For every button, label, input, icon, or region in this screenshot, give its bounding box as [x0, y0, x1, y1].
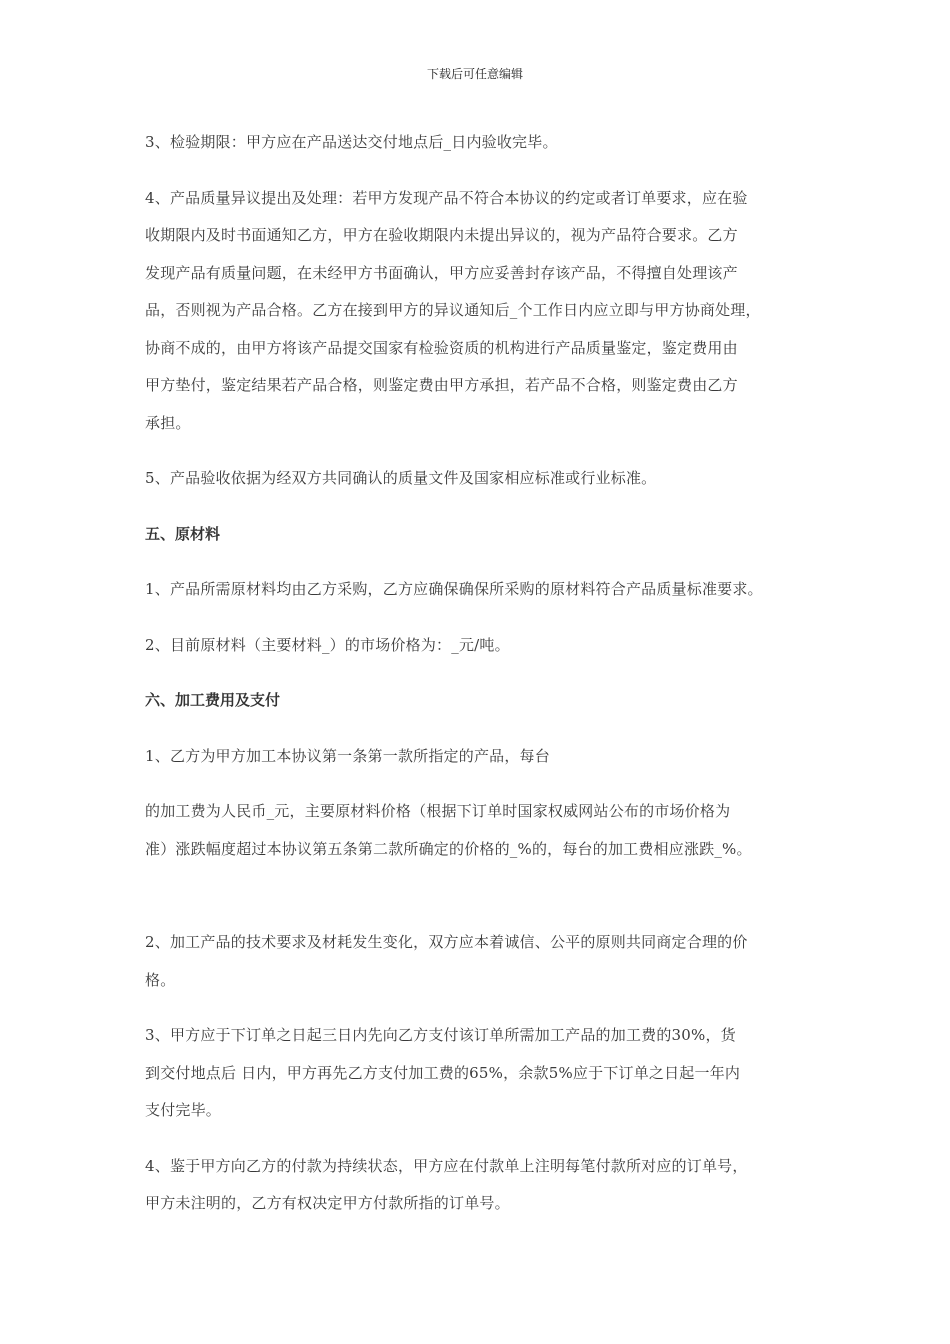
text-line: 发现产品有质量问题，在未经甲方书面确认，甲方应妥善封存该产品，不得擅自处理该产: [145, 263, 738, 282]
text-line: 甲方垫付，鉴定结果若产品合格，则鉴定费由甲方承担，若产品不合格，则鉴定费由乙方: [145, 376, 738, 394]
text-line: 准）涨跌幅度超过本协议第五条第二款所确定的价格的_%的，每台的加工费相应涨跌_%。: [145, 839, 752, 858]
paragraph-fee-details: [145, 793, 825, 868]
text-line: 甲方未注明的，乙方有权决定甲方付款所指的订单号。: [145, 1194, 510, 1212]
text-line: 协商不成的，由甲方将该产品提交国家有检验资质的机构进行产品质量鉴定，鉴定费用由: [145, 338, 738, 357]
section-heading-processing-fees: 六、加工费用及支付: [145, 691, 281, 709]
text-line: 承担。: [145, 413, 191, 432]
paragraph-raw-materials-price: [145, 627, 825, 665]
text-line: 2、加工产品的技术要求及材耗发生变化，双方应本着诚信、公平的原则共同商定合理的价: [145, 933, 748, 951]
text-line: 格。: [145, 970, 176, 989]
text-line: 1、乙方为甲方加工本协议第一条第一款所指定的产品，每台: [145, 746, 550, 765]
paragraph-payment-schedule: [145, 1017, 825, 1130]
text-line: 到交付地点后 日内，甲方再先乙方支付加工费的65%，余款5%应于下订单之日起一年内: [145, 1063, 741, 1082]
paragraph-inspection-period: [145, 124, 825, 162]
paragraph-quality-objection: [145, 180, 825, 443]
paragraph-acceptance-basis: [145, 460, 825, 498]
text-line: 4、鉴于甲方向乙方的付款为持续状态，甲方应在付款单上注明每笔付款所对应的订单号，: [145, 1156, 748, 1175]
document-body: [145, 124, 825, 1241]
text-line: 2、目前原材料（主要材料_）的市场价格为：_元/吨。: [145, 635, 510, 654]
paragraph-fee-negotiation: [145, 924, 825, 999]
text-line: 4、产品质量异议提出及处理：若甲方发现产品不符合本协议的约定或者订单要求，应在验: [145, 188, 748, 207]
paragraph-payment-order-number: [145, 1148, 825, 1223]
paragraph-fee-intro: [145, 738, 825, 776]
text-line: 1、产品所需原材料均由乙方采购，乙方应确保确保所采购的原材料符合产品质量标准要求。: [145, 580, 763, 598]
text-line: 支付完毕。: [145, 1101, 222, 1119]
text-line: 品，否则视为产品合格。乙方在接到甲方的异议通知后_个工作日内应立即与甲方协商处理，: [145, 301, 761, 319]
section-heading-raw-materials: 五、原材料: [145, 524, 221, 543]
text-line: 3、甲方应于下订单之日起三日内先向乙方支付该订单所需加工产品的加工费的30%，货: [145, 1026, 736, 1044]
page-header-note: 下载后可任意编辑: [426, 67, 523, 81]
text-line: 的加工费为人民币_元，主要原材料价格（根据下订单时国家权威网站公布的市场价格为: [145, 802, 731, 820]
text-line: 3、检验期限：甲方应在产品送达交付地点后_日内验收完毕。: [145, 133, 558, 151]
text-line: 收期限内及时书面通知乙方，甲方在验收期限内未提出异议的，视为产品符合要求。乙方: [145, 226, 738, 244]
paragraph-raw-materials-procurement: [145, 571, 825, 609]
text-line: 5、产品验收依据为经双方共同确认的质量文件及国家相应标准或行业标准。: [145, 469, 657, 487]
